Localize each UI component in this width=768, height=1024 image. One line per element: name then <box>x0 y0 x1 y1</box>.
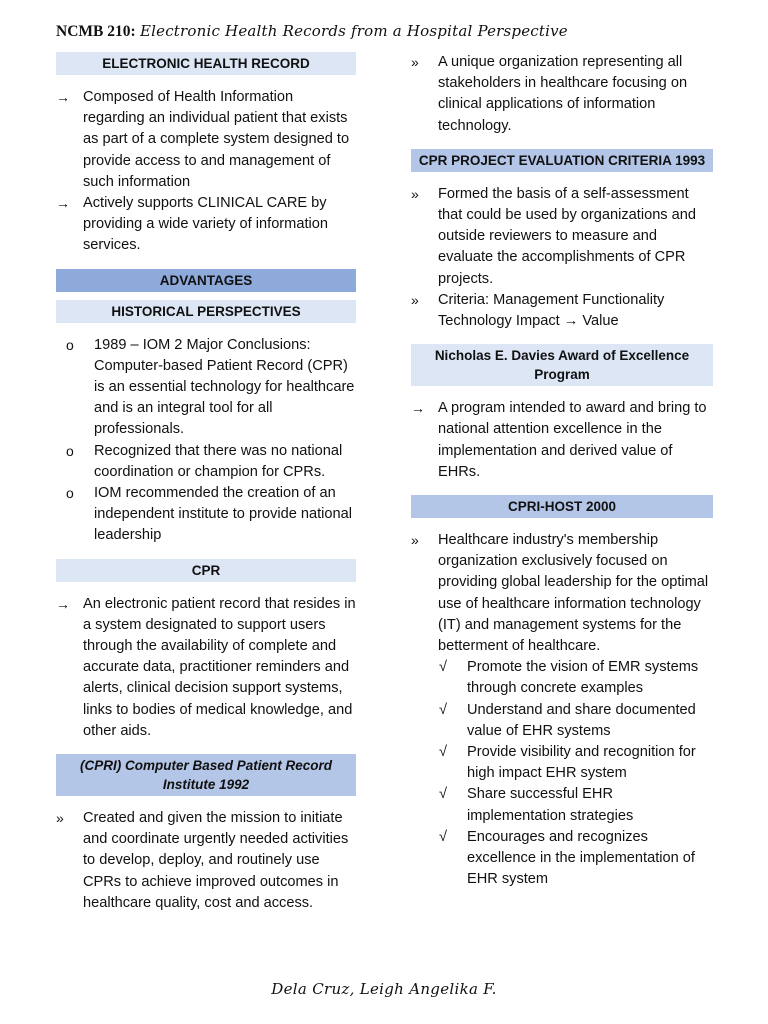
list-item: → Actively supports CLINICAL CARE by providing a wide variety of information services. <box>56 195 328 254</box>
arrow-bullet-icon: → <box>56 89 70 105</box>
guillemet-bullet-icon: » <box>411 185 419 202</box>
list-item: → A program intended to award and bring to national attention excellence in the implementation and derived value of EHRs. <box>411 400 707 480</box>
host-check-list <box>411 657 713 890</box>
guillemet-bullet-icon: » <box>56 810 64 827</box>
section-heading-cpr: CPR <box>56 559 356 582</box>
davies-list <box>411 398 713 483</box>
section-heading-evaluation: CPR PROJECT EVALUATION CRITERIA 1993 <box>411 149 713 172</box>
document-subtitle: Electronic Health Records from a Hospital Perspective <box>139 22 568 40</box>
historical-list <box>56 335 356 547</box>
course-code: NCMB 210: <box>56 23 136 40</box>
list-item: √ Share successful EHR implementation strategies <box>439 786 634 824</box>
arrow-bullet-icon: → <box>56 595 70 612</box>
ehr-list <box>56 87 356 257</box>
right-column <box>411 52 713 891</box>
list-item: √ Provide visibility and recognition for high impact EHR system <box>439 744 696 782</box>
list-item: o IOM recommended the creation of an independent institute to provide national leadership <box>66 485 353 544</box>
guillemet-bullet-icon: » <box>411 291 419 308</box>
list-item: √ Encourages and recognizes excellence in the implementation of EHR system <box>439 828 695 888</box>
host-list <box>411 530 713 657</box>
check-icon: √ <box>439 828 448 845</box>
list-item: o Recognized that there was no national coordination or champion for CPRs. <box>66 442 343 480</box>
list-item: → An electronic patient record that resides in a system designated to support users through the availability of complete and accurate data, practitioner reminders and alerts, clinical decision support systems, links to bodies of medical knowledge, and other aids. <box>56 595 356 739</box>
list-item: » Created and given the mission to initiate and coordinate urgently needed activities to develop, deploy, and routinely use CPRs to achieve improved outcomes in healthcare quality, cost and access. <box>56 810 349 911</box>
list-item: » A unique organization representing all stakeholders in healthcare focusing on clinical applications of information technology. <box>411 54 688 134</box>
section-heading-advantages: ADVANTAGES <box>56 269 356 292</box>
guillemet-bullet-icon: » <box>411 532 419 549</box>
arrow-bullet-icon: → <box>411 400 425 417</box>
evaluation-list <box>411 184 713 332</box>
cpri-continued-list <box>411 52 713 137</box>
list-item: √ Understand and share documented value of EHR systems <box>439 701 696 739</box>
check-icon: √ <box>439 701 448 718</box>
circle-bullet-icon: o <box>66 442 74 459</box>
left-column <box>56 52 356 914</box>
list-item: → Composed of Health Information regarding an individual patient that exists as part of a complete system designed to provide access to and management of such information <box>56 89 350 190</box>
cpri-list <box>56 808 356 914</box>
list-item: » Criteria: Management Functionality Technology Impact → Value <box>411 291 665 330</box>
guillemet-bullet-icon: » <box>411 54 419 70</box>
list-item: » Healthcare industry's membership organization exclusively focused on providing global leadership for the optimal use of healthcare information technology (IT) and management systems for the betterment of healthcare. <box>411 532 709 655</box>
check-icon: √ <box>439 786 448 803</box>
list-item: o 1989 – IOM 2 Major Conclusions: Computer-based Patient Record (CPR) is an essential technology for healthcare and is an integral tool for all professionals. <box>66 336 355 438</box>
check-icon: √ <box>439 659 448 676</box>
arrow-bullet-icon: → <box>56 195 70 212</box>
list-item: » Formed the basis of a self-assessment that could be used by organizations and outside reviewers to measure and evaluate the accomplishments of CPR projects. <box>411 185 697 287</box>
circle-bullet-icon: o <box>66 336 74 353</box>
list-item: √ Promote the vision of EMR systems through concrete examples <box>439 659 699 697</box>
circle-bullet-icon: o <box>66 485 74 502</box>
check-icon: √ <box>439 744 448 761</box>
cpr-list <box>56 594 356 742</box>
section-heading-cpri: (CPRI) Computer Based Patient Record Institute 1992 <box>56 754 356 796</box>
section-heading-davies: Nicholas E. Davies Award of Excellence Program <box>411 344 713 386</box>
section-heading-ehr: ELECTRONIC HEALTH RECORD <box>56 52 356 75</box>
section-heading-host: CPRI-HOST 2000 <box>411 495 713 518</box>
author-footer: Dela Cruz, Leigh Angelika F. <box>271 980 497 998</box>
section-heading-historical: HISTORICAL PERSPECTIVES <box>56 300 356 323</box>
document-title <box>56 22 568 41</box>
